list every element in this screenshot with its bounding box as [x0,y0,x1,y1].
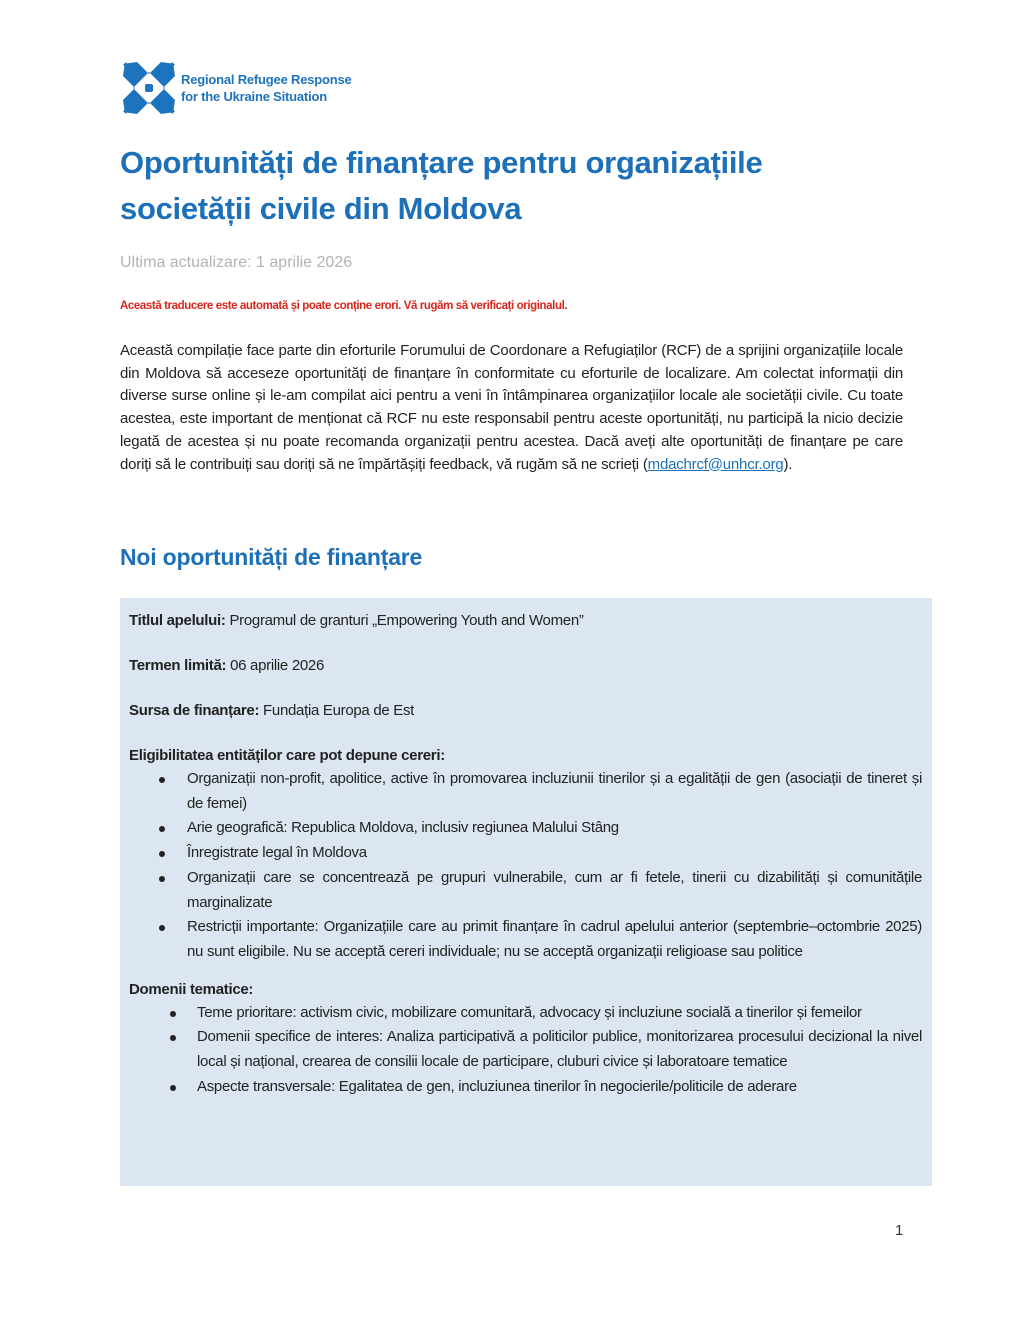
call-title-label: Titlul apelului: [129,612,226,629]
translation-disclaimer: Această traducere este automată și poate conține erori. Vă rugăm să verificați originalul. [120,300,568,312]
bullet-icon [170,1011,176,1017]
intro-end: ). [783,455,793,473]
list-item: Domenii specifice de interes: Analiza participativă a politicilor publice, monitorizarea procesului decizional la nivel local și național, crearea de consilii locale de participare, cluburi civice și laboratoare tematice [129,1025,922,1074]
bullet-icon [170,1085,176,1091]
bullet-icon [159,826,165,832]
page-title: Oportunități de finanțare pentru organizațiile societății civile din Moldova [120,145,763,226]
bullet-icon [159,876,165,882]
deadline-field [129,655,922,677]
intro-paragraph [120,340,903,476]
list-item: Aspecte transversale: Egalitatea de gen, incluziunea tinerilor în negocierile/politicile de aderare [129,1075,922,1100]
deadline-value: 06 aprilie 2026 [226,657,324,674]
logo-line-2: for the Ukraine Situation [181,89,327,104]
intro-text: Această compilație face parte din eforturile Forumului de Coordonare a Refugiaților (RCF) de a sprijini organizațiile locale din Moldova să acceseze oportunități de finanțare în conformitate cu eforturile de localizare. Am colectat informații din diverse surse online și le-am compilat aici pentru a veni în întâmpinarea organizațiilor locale ale societății civile. Cu toate acestea, este important de menționat că RCF nu este responsabil pentru aceste oportunități, nu participă la nicio decizie legată de acestea și nu poate recomanda organizații pentru acestea. Dacă aveți alte oportunități de finanțare pe care doriți să le contribuiți sau doriți să ne împărtășiți feedback, vă rugăm să ne scrieți ( [120,342,903,473]
rrp-logo [121,60,352,116]
bullet-icon [159,851,165,857]
call-title-value: Programul de granturi „Empowering Youth and Women” [225,612,584,629]
list-item: Înregistrate legal în Moldova [129,841,922,866]
bullet-icon [159,925,165,931]
list-item: Arie geografică: Republica Moldova, inclusiv regiunea Malului Stâng [129,816,922,841]
funding-source-field [129,700,922,722]
eligibility-list [129,767,922,965]
opportunity-card [120,598,932,1186]
page-number: 1 [895,1222,904,1239]
funding-source-label: Sursa de finanțare: [129,702,260,719]
call-title-field [129,610,922,632]
eligibility-label: Eligibilitatea entităților care pot depune cereri: [129,747,445,764]
list-item: Teme prioritare: activism civic, mobilizare comunitară, advocacy și incluziune socială a tinerilor și femeilor [129,1001,922,1026]
last-updated: Ultima actualizare: 1 aprilie 2026 [120,254,353,271]
domains-list [129,1001,922,1100]
section-heading-new-opportunities: Noi oportunități de finanțare [120,544,423,570]
logo-text [181,71,352,105]
bullet-icon [159,777,165,783]
list-item: Organizații non-profit, apolitice, active în promovarea incluziunii tinerilor și a egalității de gen (asociații de tineret și de femei) [129,767,922,816]
list-item: Restricții importante: Organizațiile care au primit finanțare în cadrul apelului anterior (septembrie–octombrie 2025) nu sunt eligibile. Nu se acceptă cereri individuale; nu se acceptă organizații religioase sau politice [129,915,922,964]
list-item: Organizații care se concentrează pe grupuri vulnerabile, cum ar fi fetele, tinerii cu dizabilități și comunitățile marginalizate [129,866,922,915]
bullet-icon [170,1035,176,1041]
contact-email-link[interactable]: mdachrcf@unhcr.org [647,455,784,473]
rrp-ukraine-x-icon [121,60,177,116]
deadline-label: Termen limită: [129,657,227,674]
domains-label: Domenii tematice: [129,980,254,998]
funding-source-value: Fundația Europa de Est [259,702,415,719]
logo-line-1: Regional Refugee Response [181,72,352,87]
